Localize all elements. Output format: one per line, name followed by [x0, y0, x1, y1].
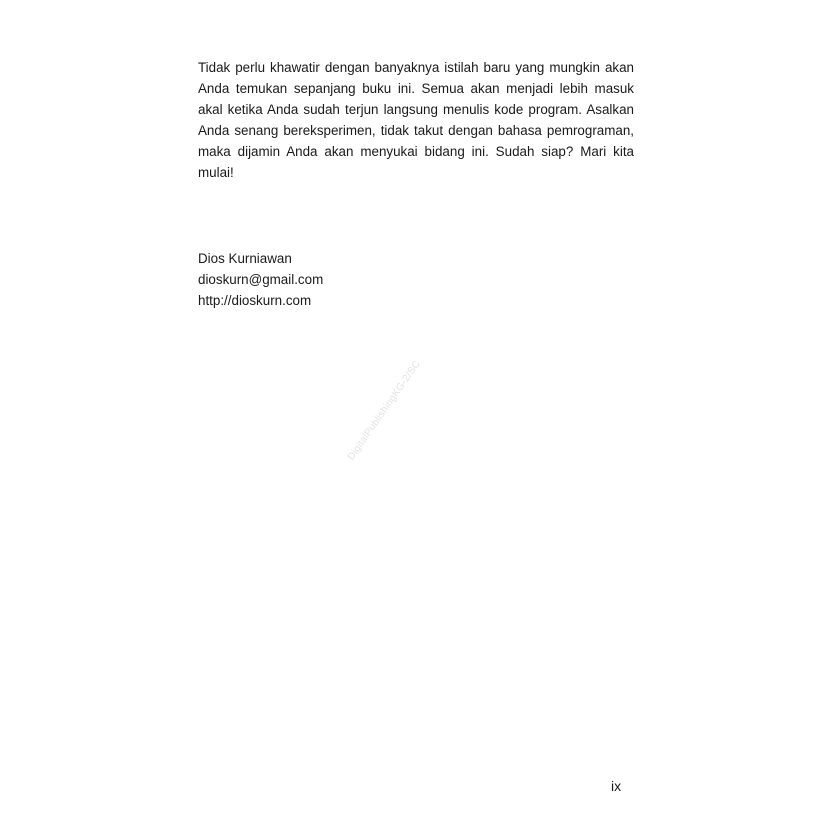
author-signature-block — [198, 248, 323, 311]
author-website: http://dioskurn.com — [198, 293, 312, 308]
body-paragraph: Tidak perlu khawatir dengan banyaknya istilah baru yang mungkin akan Anda temukan sepanjang buku ini. Semua akan menjadi lebih masuk akal ketika Anda sudah terjun langsung menulis kode program. Asalkan Anda senang bereksperimen, tidak takut dengan bahasa pemrograman, maka dijamin Anda akan menyukai bidang ini. Sudah siap? Mari kita mulai! — [198, 60, 634, 180]
author-email: dioskurn@gmail.com — [198, 272, 324, 287]
page-number: ix — [611, 778, 622, 794]
author-name: Dios Kurniawan — [198, 251, 292, 266]
watermark: DigitalPublishingKG-2/SC — [345, 358, 423, 463]
